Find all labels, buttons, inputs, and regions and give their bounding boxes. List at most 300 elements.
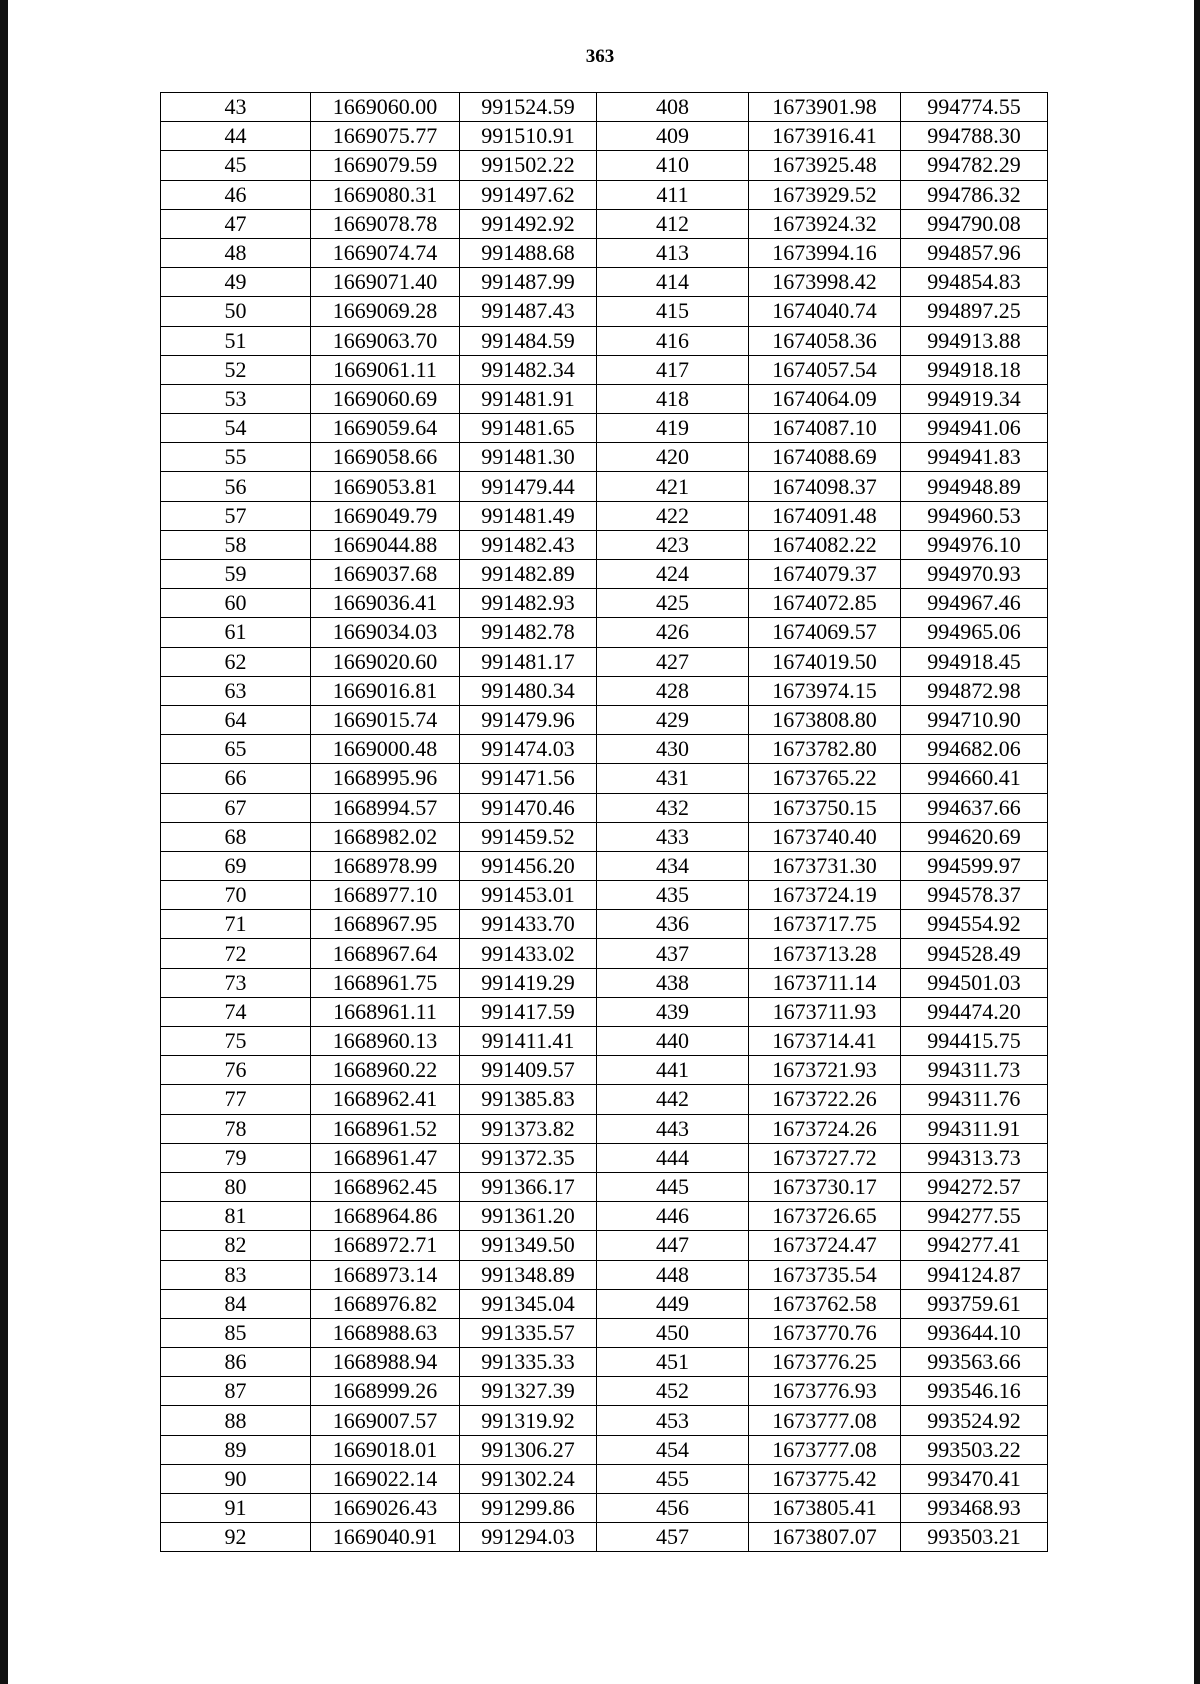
cell-point-id: 47 bbox=[161, 209, 311, 238]
cell-point-id: 79 bbox=[161, 1143, 311, 1172]
cell-x-coordinate: 1673717.75 bbox=[749, 910, 901, 939]
cell-y-coordinate: 994682.06 bbox=[901, 735, 1048, 764]
cell-y-coordinate: 991366.17 bbox=[460, 1172, 597, 1201]
cell-x-coordinate: 1668976.82 bbox=[311, 1289, 460, 1318]
cell-x-coordinate: 1673805.41 bbox=[749, 1494, 901, 1523]
cell-y-coordinate: 991459.52 bbox=[460, 822, 597, 851]
cell-y-coordinate: 991481.30 bbox=[460, 443, 597, 472]
table-row bbox=[161, 209, 1048, 238]
cell-point-id: 447 bbox=[597, 1231, 749, 1260]
cell-y-coordinate: 991524.59 bbox=[460, 93, 597, 122]
cell-point-id: 45 bbox=[161, 151, 311, 180]
cell-x-coordinate: 1668978.99 bbox=[311, 851, 460, 880]
coordinate-table-body bbox=[161, 93, 1048, 1552]
cell-point-id: 424 bbox=[597, 560, 749, 589]
cell-x-coordinate: 1673727.72 bbox=[749, 1143, 901, 1172]
cell-y-coordinate: 991385.83 bbox=[460, 1085, 597, 1114]
cell-y-coordinate: 994970.93 bbox=[901, 560, 1048, 589]
cell-x-coordinate: 1669015.74 bbox=[311, 705, 460, 734]
cell-y-coordinate: 994311.73 bbox=[901, 1056, 1048, 1085]
cell-y-coordinate: 994965.06 bbox=[901, 618, 1048, 647]
cell-x-coordinate: 1669000.48 bbox=[311, 735, 460, 764]
table-row bbox=[161, 910, 1048, 939]
cell-x-coordinate: 1669049.79 bbox=[311, 501, 460, 530]
cell-point-id: 418 bbox=[597, 384, 749, 413]
cell-x-coordinate: 1674064.09 bbox=[749, 384, 901, 413]
cell-point-id: 448 bbox=[597, 1260, 749, 1289]
table-row bbox=[161, 1231, 1048, 1260]
cell-point-id: 61 bbox=[161, 618, 311, 647]
cell-point-id: 86 bbox=[161, 1348, 311, 1377]
table-row bbox=[161, 881, 1048, 910]
cell-y-coordinate: 994710.90 bbox=[901, 705, 1048, 734]
cell-y-coordinate: 991487.99 bbox=[460, 268, 597, 297]
table-row bbox=[161, 355, 1048, 384]
cell-x-coordinate: 1668972.71 bbox=[311, 1231, 460, 1260]
cell-x-coordinate: 1673777.08 bbox=[749, 1406, 901, 1435]
cell-y-coordinate: 993524.92 bbox=[901, 1406, 1048, 1435]
cell-y-coordinate: 991335.57 bbox=[460, 1318, 597, 1347]
cell-y-coordinate: 991409.57 bbox=[460, 1056, 597, 1085]
cell-point-id: 68 bbox=[161, 822, 311, 851]
cell-y-coordinate: 994774.55 bbox=[901, 93, 1048, 122]
cell-y-coordinate: 994872.98 bbox=[901, 676, 1048, 705]
cell-x-coordinate: 1673730.17 bbox=[749, 1172, 901, 1201]
cell-x-coordinate: 1673721.93 bbox=[749, 1056, 901, 1085]
cell-y-coordinate: 991348.89 bbox=[460, 1260, 597, 1289]
cell-y-coordinate: 991433.70 bbox=[460, 910, 597, 939]
cell-point-id: 435 bbox=[597, 881, 749, 910]
cell-y-coordinate: 994311.76 bbox=[901, 1085, 1048, 1114]
cell-point-id: 91 bbox=[161, 1494, 311, 1523]
cell-y-coordinate: 991345.04 bbox=[460, 1289, 597, 1318]
page-number: 363 bbox=[585, 46, 615, 67]
cell-point-id: 78 bbox=[161, 1114, 311, 1143]
cell-y-coordinate: 991482.34 bbox=[460, 355, 597, 384]
cell-point-id: 56 bbox=[161, 472, 311, 501]
table-row bbox=[161, 472, 1048, 501]
cell-x-coordinate: 1673925.48 bbox=[749, 151, 901, 180]
cell-x-coordinate: 1674091.48 bbox=[749, 501, 901, 530]
cell-point-id: 453 bbox=[597, 1406, 749, 1435]
cell-x-coordinate: 1669018.01 bbox=[311, 1435, 460, 1464]
table-row bbox=[161, 1143, 1048, 1172]
table-row bbox=[161, 589, 1048, 618]
table-row bbox=[161, 1494, 1048, 1523]
cell-point-id: 449 bbox=[597, 1289, 749, 1318]
cell-x-coordinate: 1674040.74 bbox=[749, 297, 901, 326]
cell-point-id: 425 bbox=[597, 589, 749, 618]
cell-y-coordinate: 993503.22 bbox=[901, 1435, 1048, 1464]
cell-point-id: 71 bbox=[161, 910, 311, 939]
cell-point-id: 420 bbox=[597, 443, 749, 472]
cell-point-id: 72 bbox=[161, 939, 311, 968]
cell-point-id: 51 bbox=[161, 326, 311, 355]
cell-y-coordinate: 994941.06 bbox=[901, 414, 1048, 443]
cell-x-coordinate: 1673740.40 bbox=[749, 822, 901, 851]
cell-x-coordinate: 1673994.16 bbox=[749, 238, 901, 267]
cell-y-coordinate: 994501.03 bbox=[901, 968, 1048, 997]
cell-y-coordinate: 991488.68 bbox=[460, 238, 597, 267]
cell-point-id: 73 bbox=[161, 968, 311, 997]
cell-point-id: 426 bbox=[597, 618, 749, 647]
cell-y-coordinate: 991481.91 bbox=[460, 384, 597, 413]
cell-x-coordinate: 1668977.10 bbox=[311, 881, 460, 910]
cell-x-coordinate: 1674069.57 bbox=[749, 618, 901, 647]
table-row bbox=[161, 764, 1048, 793]
table-row bbox=[161, 1523, 1048, 1552]
cell-point-id: 444 bbox=[597, 1143, 749, 1172]
table-row bbox=[161, 297, 1048, 326]
cell-x-coordinate: 1669069.28 bbox=[311, 297, 460, 326]
cell-x-coordinate: 1673724.26 bbox=[749, 1114, 901, 1143]
cell-x-coordinate: 1669074.74 bbox=[311, 238, 460, 267]
cell-point-id: 88 bbox=[161, 1406, 311, 1435]
cell-point-id: 431 bbox=[597, 764, 749, 793]
cell-x-coordinate: 1668988.63 bbox=[311, 1318, 460, 1347]
cell-point-id: 430 bbox=[597, 735, 749, 764]
cell-y-coordinate: 991361.20 bbox=[460, 1202, 597, 1231]
cell-x-coordinate: 1669022.14 bbox=[311, 1464, 460, 1493]
cell-y-coordinate: 994897.25 bbox=[901, 297, 1048, 326]
table-row bbox=[161, 1114, 1048, 1143]
cell-point-id: 82 bbox=[161, 1231, 311, 1260]
cell-point-id: 65 bbox=[161, 735, 311, 764]
cell-x-coordinate: 1674019.50 bbox=[749, 647, 901, 676]
cell-y-coordinate: 991502.22 bbox=[460, 151, 597, 180]
cell-y-coordinate: 991419.29 bbox=[460, 968, 597, 997]
cell-point-id: 457 bbox=[597, 1523, 749, 1552]
cell-point-id: 69 bbox=[161, 851, 311, 880]
cell-y-coordinate: 994786.32 bbox=[901, 180, 1048, 209]
cell-y-coordinate: 994788.30 bbox=[901, 122, 1048, 151]
cell-point-id: 81 bbox=[161, 1202, 311, 1231]
table-row bbox=[161, 530, 1048, 559]
cell-x-coordinate: 1673929.52 bbox=[749, 180, 901, 209]
cell-point-id: 445 bbox=[597, 1172, 749, 1201]
cell-x-coordinate: 1669020.60 bbox=[311, 647, 460, 676]
cell-x-coordinate: 1668961.75 bbox=[311, 968, 460, 997]
cell-point-id: 64 bbox=[161, 705, 311, 734]
table-row bbox=[161, 851, 1048, 880]
cell-y-coordinate: 991327.39 bbox=[460, 1377, 597, 1406]
cell-point-id: 46 bbox=[161, 180, 311, 209]
cell-x-coordinate: 1673770.76 bbox=[749, 1318, 901, 1347]
cell-point-id: 77 bbox=[161, 1085, 311, 1114]
cell-point-id: 48 bbox=[161, 238, 311, 267]
cell-point-id: 50 bbox=[161, 297, 311, 326]
cell-x-coordinate: 1674072.85 bbox=[749, 589, 901, 618]
cell-x-coordinate: 1673713.28 bbox=[749, 939, 901, 968]
cell-x-coordinate: 1669016.81 bbox=[311, 676, 460, 705]
cell-y-coordinate: 994124.87 bbox=[901, 1260, 1048, 1289]
cell-point-id: 415 bbox=[597, 297, 749, 326]
table-row bbox=[161, 1202, 1048, 1231]
cell-y-coordinate: 994782.29 bbox=[901, 151, 1048, 180]
cell-y-coordinate: 994528.49 bbox=[901, 939, 1048, 968]
cell-y-coordinate: 994637.66 bbox=[901, 793, 1048, 822]
cell-x-coordinate: 1673901.98 bbox=[749, 93, 901, 122]
cell-point-id: 413 bbox=[597, 238, 749, 267]
cell-y-coordinate: 994311.91 bbox=[901, 1114, 1048, 1143]
cell-point-id: 66 bbox=[161, 764, 311, 793]
cell-y-coordinate: 991373.82 bbox=[460, 1114, 597, 1143]
table-row bbox=[161, 384, 1048, 413]
cell-point-id: 454 bbox=[597, 1435, 749, 1464]
cell-y-coordinate: 994660.41 bbox=[901, 764, 1048, 793]
cell-y-coordinate: 991456.20 bbox=[460, 851, 597, 880]
cell-point-id: 438 bbox=[597, 968, 749, 997]
cell-x-coordinate: 1668960.22 bbox=[311, 1056, 460, 1085]
cell-x-coordinate: 1673916.41 bbox=[749, 122, 901, 151]
cell-y-coordinate: 994967.46 bbox=[901, 589, 1048, 618]
cell-point-id: 67 bbox=[161, 793, 311, 822]
cell-y-coordinate: 991319.92 bbox=[460, 1406, 597, 1435]
cell-x-coordinate: 1668988.94 bbox=[311, 1348, 460, 1377]
table-row bbox=[161, 501, 1048, 530]
cell-point-id: 440 bbox=[597, 1027, 749, 1056]
cell-y-coordinate: 991481.65 bbox=[460, 414, 597, 443]
cell-x-coordinate: 1673974.15 bbox=[749, 676, 901, 705]
cell-point-id: 446 bbox=[597, 1202, 749, 1231]
cell-point-id: 408 bbox=[597, 93, 749, 122]
cell-x-coordinate: 1673724.19 bbox=[749, 881, 901, 910]
cell-x-coordinate: 1674088.69 bbox=[749, 443, 901, 472]
cell-x-coordinate: 1669079.59 bbox=[311, 151, 460, 180]
cell-y-coordinate: 991294.03 bbox=[460, 1523, 597, 1552]
table-row bbox=[161, 1260, 1048, 1289]
cell-x-coordinate: 1674082.22 bbox=[749, 530, 901, 559]
cell-point-id: 58 bbox=[161, 530, 311, 559]
cell-y-coordinate: 991482.43 bbox=[460, 530, 597, 559]
cell-y-coordinate: 994960.53 bbox=[901, 501, 1048, 530]
cell-y-coordinate: 991479.44 bbox=[460, 472, 597, 501]
cell-x-coordinate: 1668994.57 bbox=[311, 793, 460, 822]
cell-y-coordinate: 991349.50 bbox=[460, 1231, 597, 1260]
table-row bbox=[161, 1056, 1048, 1085]
cell-y-coordinate: 991487.43 bbox=[460, 297, 597, 326]
cell-x-coordinate: 1673750.15 bbox=[749, 793, 901, 822]
table-row bbox=[161, 443, 1048, 472]
cell-point-id: 422 bbox=[597, 501, 749, 530]
cell-point-id: 84 bbox=[161, 1289, 311, 1318]
cell-x-coordinate: 1668961.11 bbox=[311, 997, 460, 1026]
cell-x-coordinate: 1673808.80 bbox=[749, 705, 901, 734]
cell-x-coordinate: 1669040.91 bbox=[311, 1523, 460, 1552]
cell-y-coordinate: 994599.97 bbox=[901, 851, 1048, 880]
cell-y-coordinate: 991411.41 bbox=[460, 1027, 597, 1056]
cell-x-coordinate: 1673924.32 bbox=[749, 209, 901, 238]
cell-point-id: 451 bbox=[597, 1348, 749, 1377]
cell-point-id: 433 bbox=[597, 822, 749, 851]
table-row bbox=[161, 180, 1048, 209]
cell-y-coordinate: 993644.10 bbox=[901, 1318, 1048, 1347]
cell-point-id: 52 bbox=[161, 355, 311, 384]
cell-x-coordinate: 1669007.57 bbox=[311, 1406, 460, 1435]
cell-y-coordinate: 991497.62 bbox=[460, 180, 597, 209]
cell-point-id: 89 bbox=[161, 1435, 311, 1464]
cell-x-coordinate: 1668962.45 bbox=[311, 1172, 460, 1201]
cell-y-coordinate: 991480.34 bbox=[460, 676, 597, 705]
cell-point-id: 442 bbox=[597, 1085, 749, 1114]
cell-point-id: 450 bbox=[597, 1318, 749, 1347]
cell-x-coordinate: 1669078.78 bbox=[311, 209, 460, 238]
table-row bbox=[161, 560, 1048, 589]
cell-point-id: 63 bbox=[161, 676, 311, 705]
cell-x-coordinate: 1673777.08 bbox=[749, 1435, 901, 1464]
cell-y-coordinate: 991299.86 bbox=[460, 1494, 597, 1523]
cell-point-id: 59 bbox=[161, 560, 311, 589]
table-row bbox=[161, 414, 1048, 443]
cell-y-coordinate: 994313.73 bbox=[901, 1143, 1048, 1172]
cell-y-coordinate: 991471.56 bbox=[460, 764, 597, 793]
table-row bbox=[161, 676, 1048, 705]
cell-point-id: 423 bbox=[597, 530, 749, 559]
cell-point-id: 416 bbox=[597, 326, 749, 355]
cell-y-coordinate: 991417.59 bbox=[460, 997, 597, 1026]
cell-x-coordinate: 1673775.42 bbox=[749, 1464, 901, 1493]
cell-y-coordinate: 991492.92 bbox=[460, 209, 597, 238]
cell-point-id: 437 bbox=[597, 939, 749, 968]
table-row bbox=[161, 151, 1048, 180]
cell-y-coordinate: 994790.08 bbox=[901, 209, 1048, 238]
cell-x-coordinate: 1669060.69 bbox=[311, 384, 460, 413]
cell-point-id: 427 bbox=[597, 647, 749, 676]
table-row bbox=[161, 1348, 1048, 1377]
cell-x-coordinate: 1669036.41 bbox=[311, 589, 460, 618]
cell-x-coordinate: 1673731.30 bbox=[749, 851, 901, 880]
table-row bbox=[161, 1435, 1048, 1464]
cell-y-coordinate: 991481.17 bbox=[460, 647, 597, 676]
cell-y-coordinate: 991482.89 bbox=[460, 560, 597, 589]
cell-point-id: 74 bbox=[161, 997, 311, 1026]
cell-x-coordinate: 1668961.52 bbox=[311, 1114, 460, 1143]
table-row bbox=[161, 1406, 1048, 1435]
cell-x-coordinate: 1669044.88 bbox=[311, 530, 460, 559]
cell-x-coordinate: 1673765.22 bbox=[749, 764, 901, 793]
cell-y-coordinate: 994941.83 bbox=[901, 443, 1048, 472]
cell-x-coordinate: 1668995.96 bbox=[311, 764, 460, 793]
table-row bbox=[161, 939, 1048, 968]
cell-y-coordinate: 994272.57 bbox=[901, 1172, 1048, 1201]
cell-point-id: 70 bbox=[161, 881, 311, 910]
cell-x-coordinate: 1668967.95 bbox=[311, 910, 460, 939]
cell-y-coordinate: 993503.21 bbox=[901, 1523, 1048, 1552]
cell-point-id: 90 bbox=[161, 1464, 311, 1493]
cell-y-coordinate: 994578.37 bbox=[901, 881, 1048, 910]
cell-x-coordinate: 1668967.64 bbox=[311, 939, 460, 968]
cell-y-coordinate: 994854.83 bbox=[901, 268, 1048, 297]
cell-x-coordinate: 1674087.10 bbox=[749, 414, 901, 443]
cell-point-id: 55 bbox=[161, 443, 311, 472]
cell-point-id: 432 bbox=[597, 793, 749, 822]
cell-point-id: 428 bbox=[597, 676, 749, 705]
scan-edge-right bbox=[1194, 0, 1200, 1684]
cell-x-coordinate: 1673776.25 bbox=[749, 1348, 901, 1377]
cell-y-coordinate: 991306.27 bbox=[460, 1435, 597, 1464]
cell-x-coordinate: 1669037.68 bbox=[311, 560, 460, 589]
cell-y-coordinate: 991481.49 bbox=[460, 501, 597, 530]
cell-point-id: 410 bbox=[597, 151, 749, 180]
table-row bbox=[161, 238, 1048, 267]
cell-y-coordinate: 994620.69 bbox=[901, 822, 1048, 851]
cell-x-coordinate: 1669026.43 bbox=[311, 1494, 460, 1523]
cell-x-coordinate: 1673722.26 bbox=[749, 1085, 901, 1114]
cell-x-coordinate: 1673762.58 bbox=[749, 1289, 901, 1318]
cell-point-id: 417 bbox=[597, 355, 749, 384]
cell-y-coordinate: 993546.16 bbox=[901, 1377, 1048, 1406]
cell-point-id: 443 bbox=[597, 1114, 749, 1143]
cell-y-coordinate: 991510.91 bbox=[460, 122, 597, 151]
cell-point-id: 76 bbox=[161, 1056, 311, 1085]
table-row bbox=[161, 618, 1048, 647]
cell-x-coordinate: 1668962.41 bbox=[311, 1085, 460, 1114]
cell-x-coordinate: 1673724.47 bbox=[749, 1231, 901, 1260]
cell-y-coordinate: 993470.41 bbox=[901, 1464, 1048, 1493]
cell-x-coordinate: 1674057.54 bbox=[749, 355, 901, 384]
table-row bbox=[161, 93, 1048, 122]
cell-y-coordinate: 991479.96 bbox=[460, 705, 597, 734]
cell-y-coordinate: 991372.35 bbox=[460, 1143, 597, 1172]
table-row bbox=[161, 1318, 1048, 1347]
cell-x-coordinate: 1668973.14 bbox=[311, 1260, 460, 1289]
cell-x-coordinate: 1674058.36 bbox=[749, 326, 901, 355]
cell-y-coordinate: 991433.02 bbox=[460, 939, 597, 968]
table-row bbox=[161, 268, 1048, 297]
cell-point-id: 419 bbox=[597, 414, 749, 443]
cell-x-coordinate: 1673711.93 bbox=[749, 997, 901, 1026]
cell-y-coordinate: 993759.61 bbox=[901, 1289, 1048, 1318]
cell-y-coordinate: 994919.34 bbox=[901, 384, 1048, 413]
cell-point-id: 412 bbox=[597, 209, 749, 238]
cell-y-coordinate: 994857.96 bbox=[901, 238, 1048, 267]
cell-point-id: 409 bbox=[597, 122, 749, 151]
cell-y-coordinate: 994277.41 bbox=[901, 1231, 1048, 1260]
cell-y-coordinate: 994918.45 bbox=[901, 647, 1048, 676]
cell-x-coordinate: 1668960.13 bbox=[311, 1027, 460, 1056]
cell-x-coordinate: 1669034.03 bbox=[311, 618, 460, 647]
cell-x-coordinate: 1669061.11 bbox=[311, 355, 460, 384]
cell-point-id: 434 bbox=[597, 851, 749, 880]
cell-y-coordinate: 991484.59 bbox=[460, 326, 597, 355]
cell-point-id: 85 bbox=[161, 1318, 311, 1347]
cell-x-coordinate: 1668999.26 bbox=[311, 1377, 460, 1406]
cell-point-id: 414 bbox=[597, 268, 749, 297]
cell-y-coordinate: 991470.46 bbox=[460, 793, 597, 822]
table-row bbox=[161, 122, 1048, 151]
scan-edge-left bbox=[0, 0, 8, 1684]
cell-y-coordinate: 993563.66 bbox=[901, 1348, 1048, 1377]
cell-point-id: 421 bbox=[597, 472, 749, 501]
table-row bbox=[161, 793, 1048, 822]
table-row bbox=[161, 1172, 1048, 1201]
cell-x-coordinate: 1673714.41 bbox=[749, 1027, 901, 1056]
cell-x-coordinate: 1673776.93 bbox=[749, 1377, 901, 1406]
cell-x-coordinate: 1674098.37 bbox=[749, 472, 901, 501]
cell-x-coordinate: 1669063.70 bbox=[311, 326, 460, 355]
table-row bbox=[161, 1377, 1048, 1406]
table-row bbox=[161, 326, 1048, 355]
cell-point-id: 75 bbox=[161, 1027, 311, 1056]
cell-point-id: 439 bbox=[597, 997, 749, 1026]
cell-y-coordinate: 994415.75 bbox=[901, 1027, 1048, 1056]
cell-point-id: 92 bbox=[161, 1523, 311, 1552]
cell-y-coordinate: 994913.88 bbox=[901, 326, 1048, 355]
cell-point-id: 87 bbox=[161, 1377, 311, 1406]
cell-y-coordinate: 991453.01 bbox=[460, 881, 597, 910]
cell-point-id: 54 bbox=[161, 414, 311, 443]
cell-x-coordinate: 1668961.47 bbox=[311, 1143, 460, 1172]
